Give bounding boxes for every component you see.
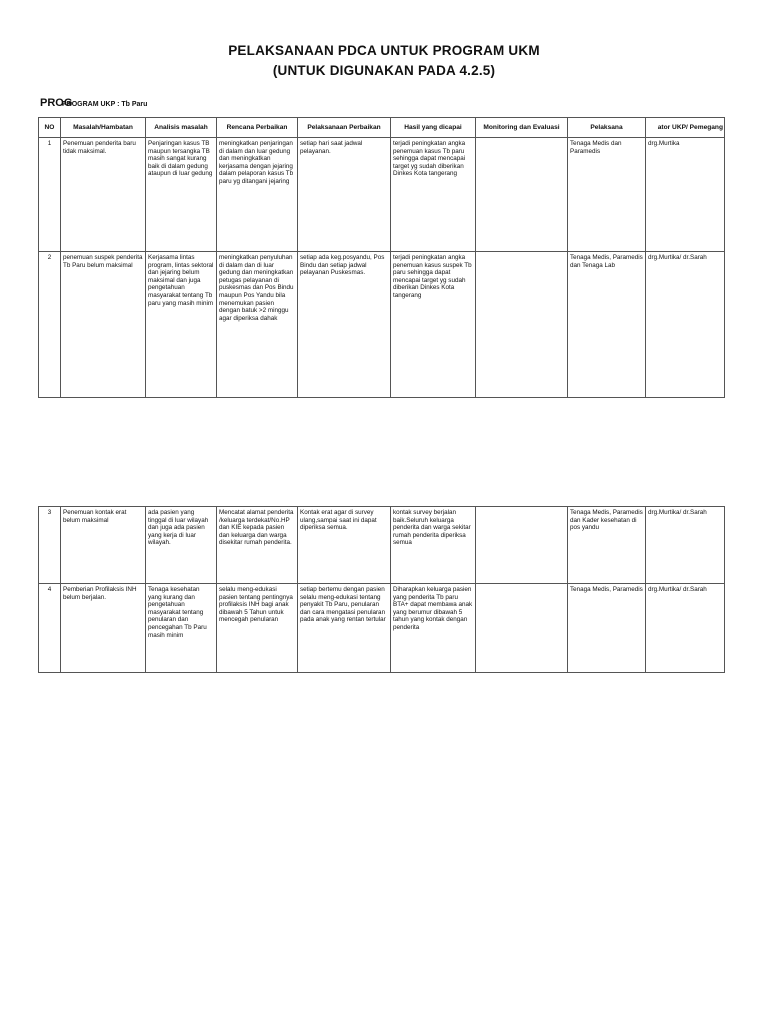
header-rencana: Rencana Perbaikan	[217, 118, 298, 138]
cell-analisis: Penjaringan kasus TB maupun tersangka TB masih sangat kurang baik di dalam gedung ataupun di luar gedung	[146, 138, 217, 252]
header-monitoring: Monitoring dan Evaluasi	[476, 118, 568, 138]
cell-hasil: Diharapkan keluarga pasien yang penderita Tb paru BTA+ dapat membawa anak yang berumur dibawah 5 tahun yang kontak dengan penderita	[391, 584, 476, 673]
cell-pelaksanaan: setiap hari saat jadwal pelayanan.	[298, 138, 391, 252]
program-label: PROGRAM UKP : Tb Paru	[62, 101, 148, 108]
program-label-row	[40, 93, 147, 111]
cell-monitoring	[476, 584, 568, 673]
cell-pelaksana: Tenaga Medis, Paramedis	[568, 584, 646, 673]
cell-no: 4	[39, 584, 61, 673]
cell-masalah: penemuan suspek penderita Tb Paru belum maksimal	[61, 252, 146, 398]
cell-monitoring	[476, 252, 568, 398]
cell-no: 2	[39, 252, 61, 398]
cell-hasil: terjadi peningkatan angka penemuan kasus Tb paru sehingga dapat mencapai target yg sudah diberikan Dinkes Kota tangerang	[391, 138, 476, 252]
cell-pelaksana: Tenaga Medis, Paramedis dan Tenaga Lab	[568, 252, 646, 398]
pdca-table-bottom	[38, 506, 725, 673]
cell-rencana: selalu meng-edukasi pasien tentang pentingnya profilaksis INH bagi anak dibawah 5 Tahun untuk mencegah penularan	[217, 584, 298, 673]
program-heading-overlap: PROG	[40, 97, 73, 109]
cell-koordinator: drg.Murtika/ dr.Sarah	[646, 252, 725, 398]
header-koordinator: ator UKP/ Pemegang	[646, 118, 725, 138]
cell-pelaksanaan: Kontak erat agar di survey ulang,sampai saat ini dapat diperiksa semua.	[298, 507, 391, 584]
header-pelaksana: Pelaksana	[568, 118, 646, 138]
table-row	[39, 584, 725, 673]
cell-monitoring	[476, 507, 568, 584]
table-row	[39, 252, 725, 398]
cell-rencana: Mencatat alamat penderita /keluarga terdekat/No.HP dan KIE kepada pasien dan keluarga dan warga disekitar rumah penderita.	[217, 507, 298, 584]
cell-no: 1	[39, 138, 61, 252]
cell-monitoring	[476, 138, 568, 252]
cell-no: 3	[39, 507, 61, 584]
cell-pelaksanaan: setiap bertemu dengan pasien selalu meng-edukasi tentang penyakit Tb Paru, penularan dan cara mengatasi penularan pada anak yang rentan tertular	[298, 584, 391, 673]
header-no: NO	[39, 118, 61, 138]
header-pelaksanaan: Pelaksanaan Perbaikan	[298, 118, 391, 138]
table-row	[39, 138, 725, 252]
cell-pelaksanaan: setiap ada keg.posyandu, Pos Bindu dan setiap jadwal pelayanan Puskesmas.	[298, 252, 391, 398]
cell-analisis: Kerjasama lintas program, lintas sektoral dan jejaring belum maksimal dan juga pengetahuan masyarakat tentang Tb paru yang masih minim	[146, 252, 217, 398]
document-title: PELAKSANAAN PDCA UNTUK PROGRAM UKM	[228, 43, 540, 58]
cell-analisis: Tenaga kesehatan yang kurang dan pengetahuan masyarakat tentang penularan dan pencegahan Tb Paru masih minim	[146, 584, 217, 673]
cell-hasil: kontak survey berjalan baik.Seluruh keluarga penderita dan warga sekitar rumah penderita diperiksa semua	[391, 507, 476, 584]
pdca-table-top	[38, 117, 725, 398]
cell-masalah: Pemberian Profilaksis INH belum berjalan.	[61, 584, 146, 673]
document-subtitle: (UNTUK DIGUNAKAN PADA 4.2.5)	[272, 63, 496, 78]
cell-koordinator: drg.Murtika	[646, 138, 725, 252]
cell-pelaksana: Tenaga Medis, Paramedis dan Kader kesehatan di pos yandu	[568, 507, 646, 584]
header-masalah: Masalah/Hambatan	[61, 118, 146, 138]
table-header-row	[39, 118, 725, 138]
cell-rencana: meningkatkan penyuluhan di dalam dan di luar gedung dan meningkatkan petugas pelayanan di puskesmas dan Pos Bindu maupun Pos Yandu bila menemukan pasien dengan batuk >2 minggu agar diperiksa dahak	[217, 252, 298, 398]
header-hasil: Hasil yang dicapai	[391, 118, 476, 138]
cell-rencana: meningkatkan penjaringan di dalam dan luar gedung dan meningkatkan kerjasama dengan jejaring dalam pelaporan kasus Tb paru yg ditangani jejaring	[217, 138, 298, 252]
header-analisis: Analisis masalah	[146, 118, 217, 138]
cell-hasil: terjadi peningkatan angka penemuan kasus suspek Tb paru sehingga dapat mencapai target yg sudah diberikan Dinkes Kota tangerang	[391, 252, 476, 398]
table-row	[39, 507, 725, 584]
cell-koordinator: drg.Murtika/ dr.Sarah	[646, 584, 725, 673]
cell-masalah: Penemuan kontak erat belum maksimal	[61, 507, 146, 584]
cell-masalah: Penemuan penderita baru tidak maksimal.	[61, 138, 146, 252]
cell-analisis: ada pasien yang tinggal di luar wilayah dan juga ada pasien yang kerja di luar wilayah.	[146, 507, 217, 584]
cell-pelaksana: Tenaga Medis dan Paramedis	[568, 138, 646, 252]
cell-koordinator: drg.Murtika/ dr.Sarah	[646, 507, 725, 584]
